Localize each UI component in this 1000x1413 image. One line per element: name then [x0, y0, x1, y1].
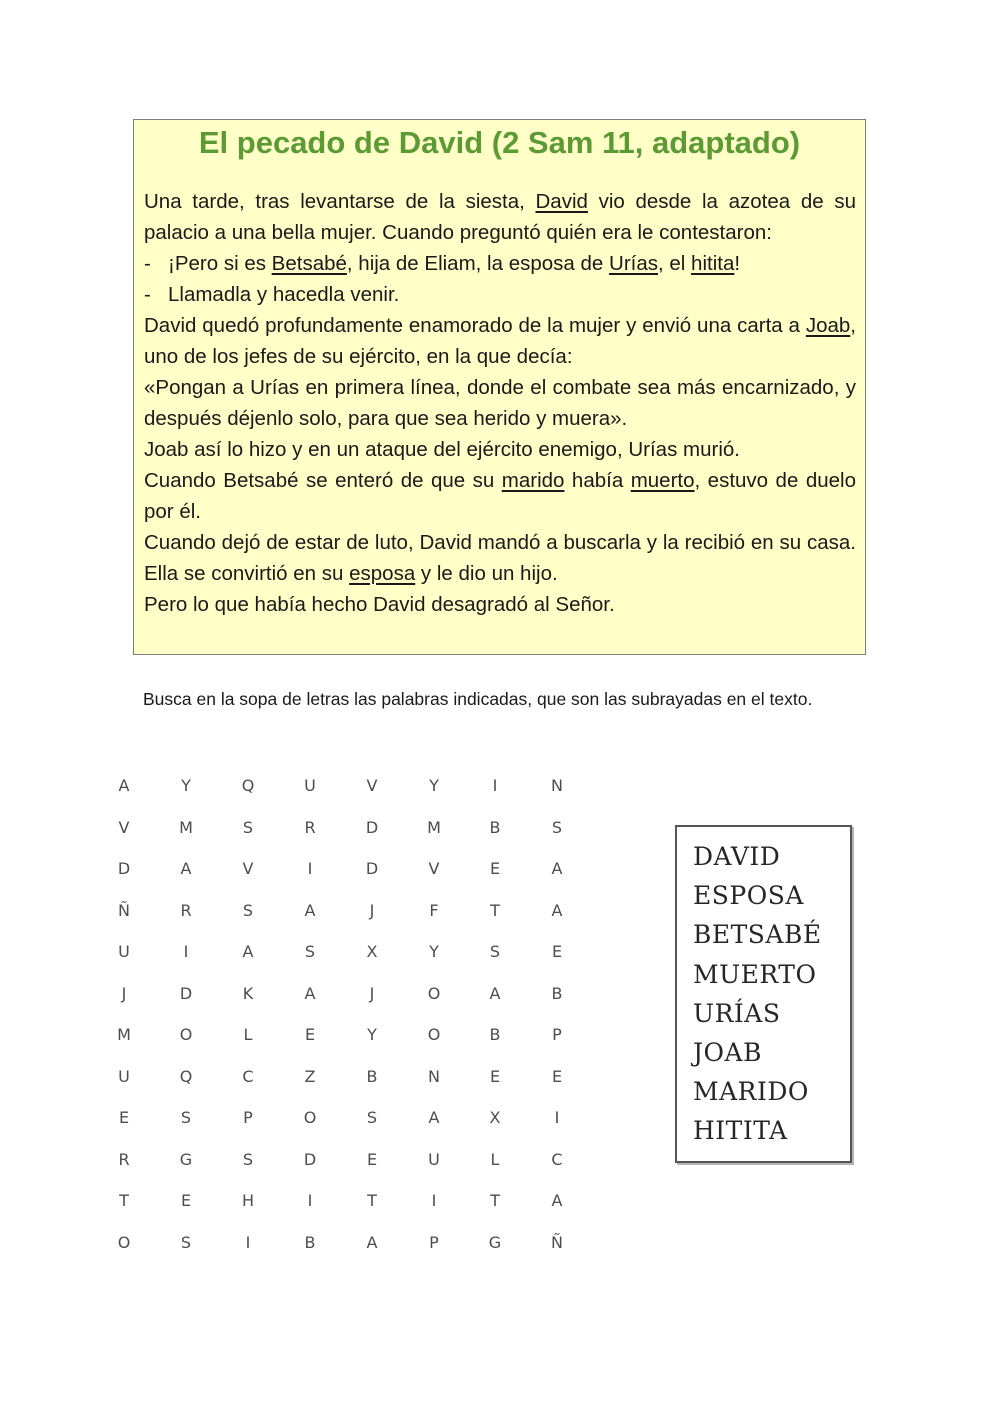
grid-letter: T	[490, 1191, 500, 1210]
grid-letter: K	[242, 983, 254, 1003]
grid-letter: D	[365, 817, 379, 837]
grid-letter: O	[427, 983, 441, 1003]
grid-letter: B	[304, 1232, 316, 1252]
grid-letter: B	[551, 983, 563, 1003]
text-run: y le dio un hijo.	[415, 562, 558, 585]
grid-letter: S	[304, 942, 316, 961]
word-list-item: BETSABÉ	[693, 920, 822, 950]
grid-letter: N	[551, 776, 563, 795]
grid-letter: Y	[367, 1025, 377, 1044]
grid-letter: O	[179, 1025, 193, 1044]
grid-letter: Q	[179, 1066, 193, 1086]
underlined-word-joab: Joab	[805, 314, 851, 337]
grid-letter: A	[304, 983, 316, 1003]
grid-letter: S	[180, 1232, 192, 1252]
grid-letter: Ñ	[551, 1232, 563, 1252]
grid-letter: A	[489, 983, 501, 1003]
grid-letter: E	[489, 859, 501, 878]
grid-letter: U	[304, 776, 316, 795]
grid-letter: U	[118, 1066, 130, 1086]
grid-letter: O	[117, 1232, 131, 1252]
text-run: !	[734, 252, 741, 275]
grid-letter: T	[367, 1191, 377, 1210]
word-list-item: JOAB	[693, 1038, 762, 1068]
word-list-item: DAVID	[693, 842, 781, 871]
text-run: Cuando dejó de estar de luto, David mandó a buscarla y la recibió en su casa. Ella se convirtió en su	[144, 531, 856, 585]
grid-letter: U	[428, 1149, 440, 1169]
grid-letter: O	[303, 1108, 317, 1127]
grid-letter: A	[551, 1191, 563, 1210]
grid-letter: I	[492, 776, 498, 795]
text-run: , estuvo de duelo por él.	[144, 469, 856, 523]
underlined-word-hitita: hitita	[691, 252, 735, 275]
word-list-item: HITITA	[693, 1116, 788, 1146]
grid-letter: P	[552, 1025, 562, 1044]
grid-letter: S	[551, 817, 563, 837]
grid-letter: E	[118, 1108, 130, 1127]
story-paragraph-7: Pero lo que había hecho David desagradó al Señor.	[144, 593, 615, 616]
dialog-line-1	[144, 248, 856, 279]
text-run: había	[564, 469, 631, 492]
grid-letter: A	[304, 900, 316, 920]
story-paragraph-6	[144, 527, 856, 589]
grid-letter: E	[551, 1066, 563, 1086]
dialog-dash: -	[144, 283, 151, 306]
story-title: El pecado de David (2 Sam 11, adaptado)	[198, 125, 801, 160]
grid-letter: G	[488, 1232, 502, 1252]
grid-letter: B	[489, 817, 501, 837]
word-list-item: MARIDO	[693, 1077, 809, 1107]
story-body	[144, 186, 856, 620]
grid-letter: P	[429, 1232, 439, 1252]
grid-letter: V	[242, 859, 254, 878]
grid-letter: S	[242, 1149, 254, 1169]
text-run: , uno de los jefes de su ejército, en la que decía:	[144, 314, 856, 368]
word-list-item: URÍAS	[693, 998, 781, 1028]
grid-letter: X	[366, 942, 378, 961]
grid-letter: T	[119, 1191, 129, 1210]
story-paragraph-3: «Pongan a Urías en primera línea, donde el combate sea más encarnizado, y después déjenlo solo, para que sea herido y muera».	[144, 376, 856, 430]
grid-letter: Y	[181, 776, 191, 795]
story-box	[133, 119, 866, 655]
text-run: Una tarde, tras levantarse de la siesta,	[144, 190, 536, 213]
grid-letter: A	[551, 859, 563, 878]
grid-letter: B	[366, 1066, 378, 1086]
grid-letter: X	[489, 1108, 501, 1127]
text-run: ¡Pero si es	[168, 252, 272, 275]
text-run: Cuando Betsabé se enteró de que su	[144, 469, 502, 492]
grid-letter: I	[431, 1191, 437, 1210]
grid-letter: Ñ	[118, 900, 130, 920]
grid-letter: I	[245, 1232, 251, 1252]
grid-letter: E	[551, 942, 563, 961]
grid-letter: M	[179, 817, 193, 837]
grid-letter: Y	[429, 776, 439, 795]
grid-letter: F	[429, 900, 439, 920]
grid-letter: Q	[241, 776, 255, 795]
dialog-dash: -	[144, 252, 151, 275]
grid-letter: C	[551, 1149, 563, 1169]
grid-letter: D	[365, 859, 379, 878]
story-paragraph-5	[144, 465, 856, 527]
grid-letter: J	[369, 900, 375, 920]
grid-letter: S	[180, 1108, 192, 1127]
grid-letter: E	[180, 1191, 192, 1210]
text-run: , hija de Eliam, la esposa de	[346, 252, 610, 275]
grid-letter: R	[118, 1149, 130, 1169]
instructions-text: Busca en la sopa de letras las palabras indicadas, que son las subrayadas en el texto.	[143, 689, 813, 709]
grid-letter: I	[307, 1191, 313, 1210]
underlined-word-david: David	[535, 190, 588, 213]
grid-letter: B	[489, 1025, 501, 1044]
grid-letter: A	[428, 1108, 440, 1127]
underlined-word-muerto: muerto	[630, 469, 695, 492]
text-run: Llamadla y hacedla venir.	[168, 283, 400, 306]
grid-letter: V	[428, 859, 440, 878]
grid-letter: I	[554, 1108, 560, 1127]
grid-letter: R	[304, 817, 316, 837]
grid-letter: Y	[429, 942, 439, 961]
grid-letter: G	[179, 1149, 193, 1169]
grid-letter: Z	[304, 1066, 316, 1086]
word-list-item: MUERTO	[693, 959, 817, 989]
grid-letter: U	[118, 942, 130, 961]
grid-letter: S	[242, 900, 254, 920]
grid-letter: E	[489, 1066, 501, 1086]
story-paragraph-1	[144, 186, 856, 248]
word-list-item: ESPOSA	[693, 881, 804, 911]
grid-letter: O	[427, 1025, 441, 1044]
grid-letter: S	[489, 942, 501, 961]
grid-letter: T	[490, 900, 500, 920]
text-run: David quedó profundamente enamorado de la mujer y envió una carta a	[144, 314, 806, 337]
grid-letter: D	[303, 1149, 317, 1169]
grid-letter: M	[427, 817, 441, 837]
underlined-word-betsabe: Betsabé	[271, 252, 347, 275]
grid-letter: C	[242, 1066, 254, 1086]
grid-letter: S	[366, 1108, 378, 1127]
grid-letter: L	[490, 1149, 500, 1169]
word-list-box	[675, 825, 852, 1163]
grid-letter: P	[243, 1108, 253, 1127]
grid-letter: H	[241, 1191, 255, 1210]
grid-letter: D	[117, 859, 131, 878]
grid-letter: M	[117, 1025, 131, 1044]
grid-letter: A	[366, 1232, 378, 1252]
grid-letter: L	[243, 1025, 253, 1044]
grid-letter: N	[428, 1066, 440, 1086]
grid-letter: I	[307, 859, 313, 878]
grid-letter: V	[366, 776, 378, 795]
grid-letter: J	[121, 983, 127, 1003]
grid-letter: S	[242, 817, 254, 837]
underlined-word-urias: Urías	[609, 252, 658, 275]
underlined-word-marido: marido	[501, 469, 565, 492]
grid-letter: R	[180, 900, 192, 920]
story-paragraph-2	[144, 310, 856, 372]
grid-letter: A	[118, 776, 130, 795]
text-run: vio desde la azotea de su palacio a una bella mujer. Cuando preguntó quién era le contestaron:	[144, 190, 856, 244]
grid-letter: E	[304, 1025, 316, 1044]
grid-letter: D	[179, 983, 193, 1003]
grid-letter: I	[183, 942, 189, 961]
grid-letter: A	[242, 942, 254, 961]
story-paragraph-4: Joab así lo hizo y en un ataque del ejército enemigo, Urías murió.	[144, 438, 740, 461]
grid-letter: A	[551, 900, 563, 920]
grid-letter: E	[366, 1149, 378, 1169]
grid-letter: V	[118, 817, 130, 837]
text-run: , el	[658, 252, 692, 275]
grid-letter: A	[180, 859, 192, 878]
underlined-word-esposa: esposa	[349, 562, 416, 585]
dialog-line-2	[144, 279, 856, 310]
grid-letter: J	[369, 983, 375, 1003]
